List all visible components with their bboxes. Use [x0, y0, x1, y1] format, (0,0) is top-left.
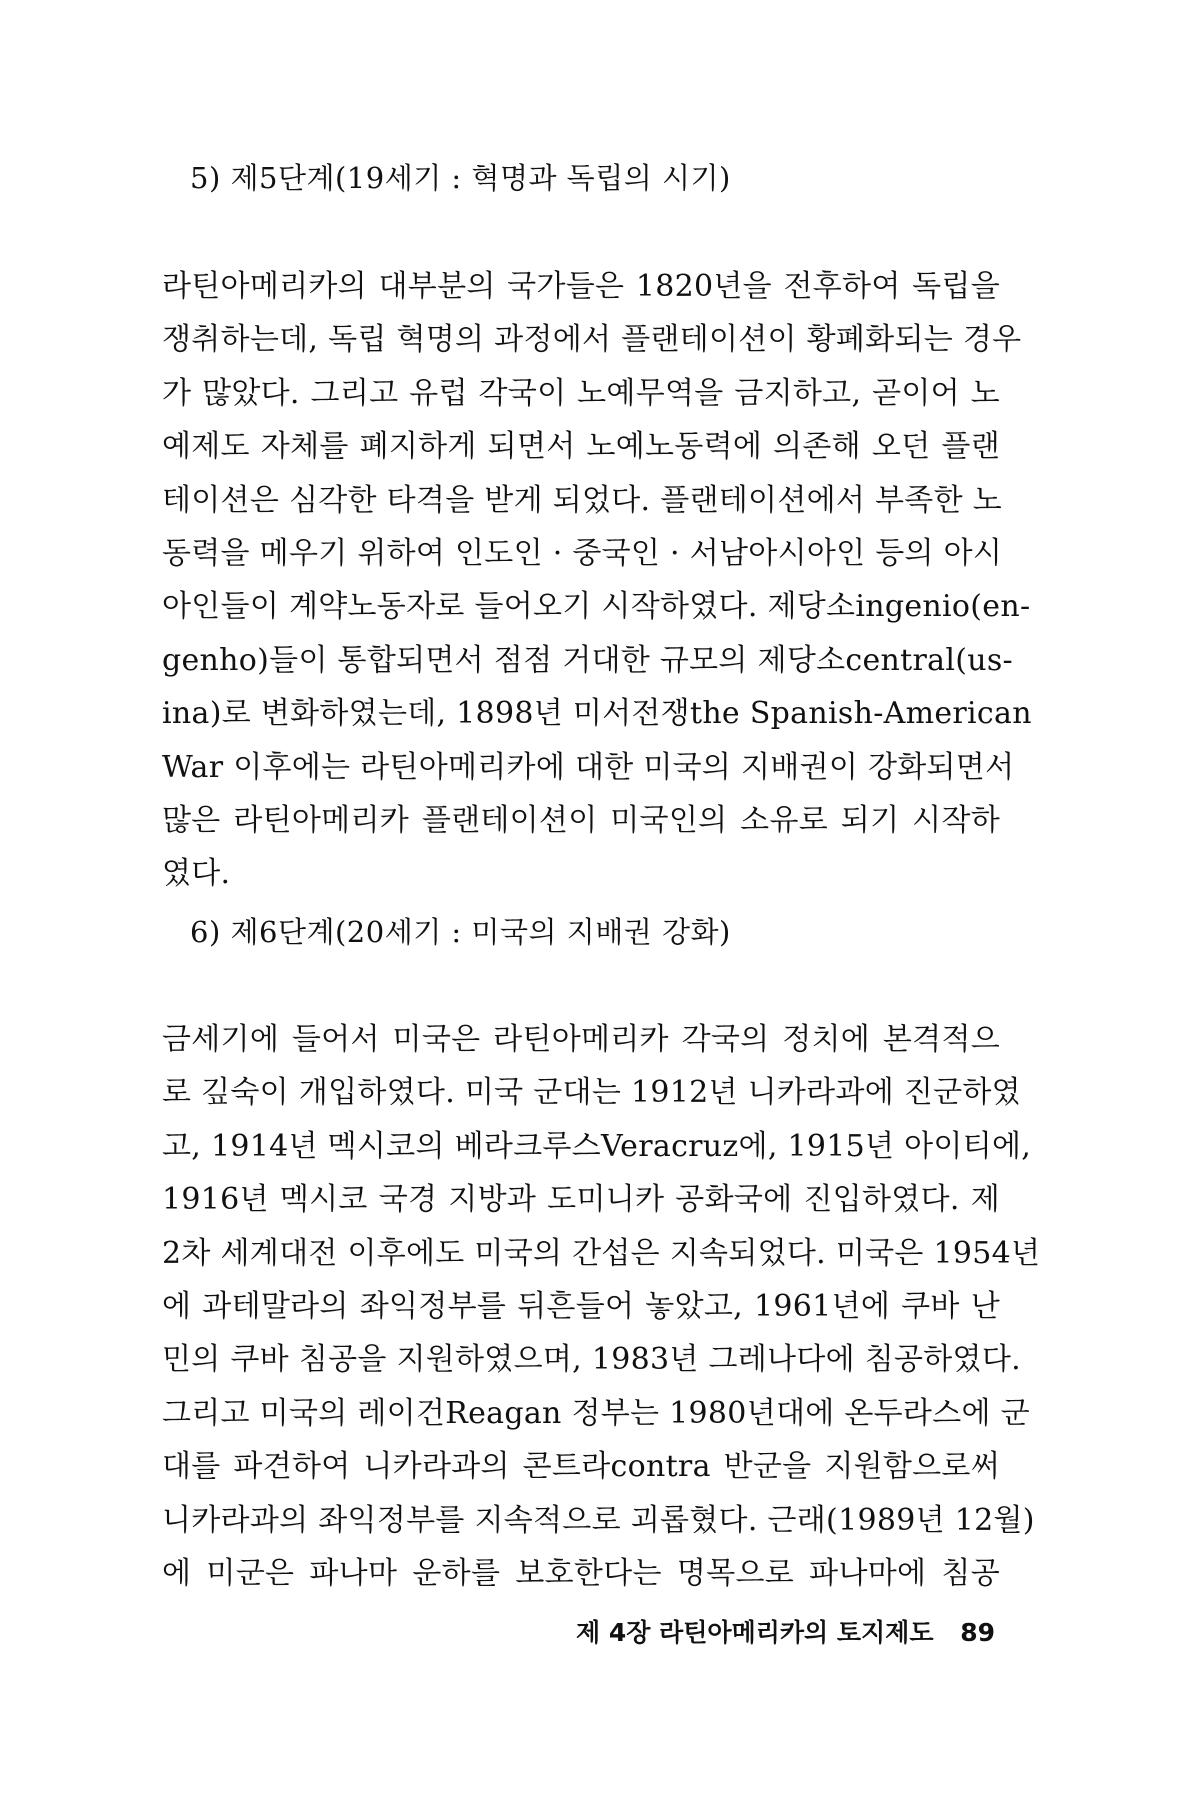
paragraph-line: 에 미군은 파나마 운하를 보호한다는 명목으로 파나마에 침공	[162, 1556, 1000, 1592]
paragraph-line: genho)들이 통합되면서 점점 거대한 규모의 제당소central(us-	[162, 642, 1013, 678]
paragraph-line: 고, 1914년 멕시코의 베라크루스Veracruz에, 1915년 아이티에,	[162, 1128, 1032, 1164]
page-number: 89	[960, 1618, 995, 1647]
paragraph-line: 민의 쿠바 침공을 지원하였으며, 1983년 그레나다에 침공하였다.	[162, 1342, 1021, 1378]
running-title: 제 4장 라틴아메리카의 토지제도	[576, 1618, 934, 1647]
paragraph-line: 가 많았다. 그리고 유럽 각국이 노예무역을 금지하고, 곧이어 노	[162, 375, 1000, 411]
paragraph-line: 로 깊숙이 개입하였다. 미국 군대는 1912년 니카라과에 진군하였	[162, 1075, 1021, 1111]
paragraph-line: 2차 세계대전 이후에도 미국의 간섭은 지속되었다. 미국은 1954년	[162, 1235, 1041, 1271]
section-5-paragraph	[162, 260, 1032, 901]
paragraph-line: 대를 파견하여 니카라과의 콘트라contra 반군을 지원함으로써	[162, 1449, 1000, 1485]
paragraph-line: 금세기에 들어서 미국은 라틴아메리카 각국의 정치에 본격적으	[162, 1022, 1000, 1057]
section-6-paragraph	[162, 1013, 1041, 1600]
paragraph-line: 에 과테말라의 좌익정부를 뒤흔들어 놓았고, 1961년에 쿠바 난	[162, 1289, 1000, 1325]
paragraph-line: 라틴아메리카의 대부분의 국가들은 1820년을 전후하여 독립을	[162, 269, 1000, 304]
paragraph-line: 였다.	[162, 856, 231, 892]
paragraph-line: 예제도 자체를 폐지하게 되면서 노예노동력에 의존해 오던 플랜	[162, 429, 1000, 465]
paragraph-line: 그리고 미국의 레이건Reagan 정부는 1980년대에 온두라스에 군	[162, 1395, 1030, 1431]
paragraph-line: 테이션은 심각한 타격을 받게 되었다. 플랜테이션에서 부족한 노	[162, 482, 1002, 518]
section-heading-5: 5) 제5단계(19세기 : 혁명과 독립의 시기)	[190, 161, 731, 195]
paragraph-line: ina)로 변화하였는데, 1898년 미서전쟁the Spanish-American	[162, 696, 1032, 732]
paragraph-line: 1916년 멕시코 국경 지방과 도미니카 공화국에 진입하였다. 제	[162, 1182, 1000, 1218]
paragraph-line: 쟁취하는데, 독립 혁명의 과정에서 플랜테이션이 황폐화되는 경우	[162, 322, 1022, 358]
page-footer	[576, 1613, 995, 1649]
paragraph-line: War 이후에는 라틴아메리카에 대한 미국의 지배권이 강화되면서	[162, 749, 1015, 785]
paragraph-line: 아인들이 계약노동자로 들어오기 시작하였다. 제당소ingenio(en-	[162, 589, 1031, 625]
section-heading-6: 6) 제6단계(20세기 : 미국의 지배권 강화)	[190, 915, 731, 949]
paragraph-line: 니카라과의 좌익정부를 지속적으로 괴롭혔다. 근래(1989년 12월)	[162, 1502, 1035, 1538]
paragraph-line: 많은 라틴아메리카 플랜테이션이 미국인의 소유로 되기 시작하	[162, 803, 1000, 839]
paragraph-line: 동력을 메우기 위하여 인도인 · 중국인 · 서남아시아인 등의 아시	[162, 536, 1003, 572]
